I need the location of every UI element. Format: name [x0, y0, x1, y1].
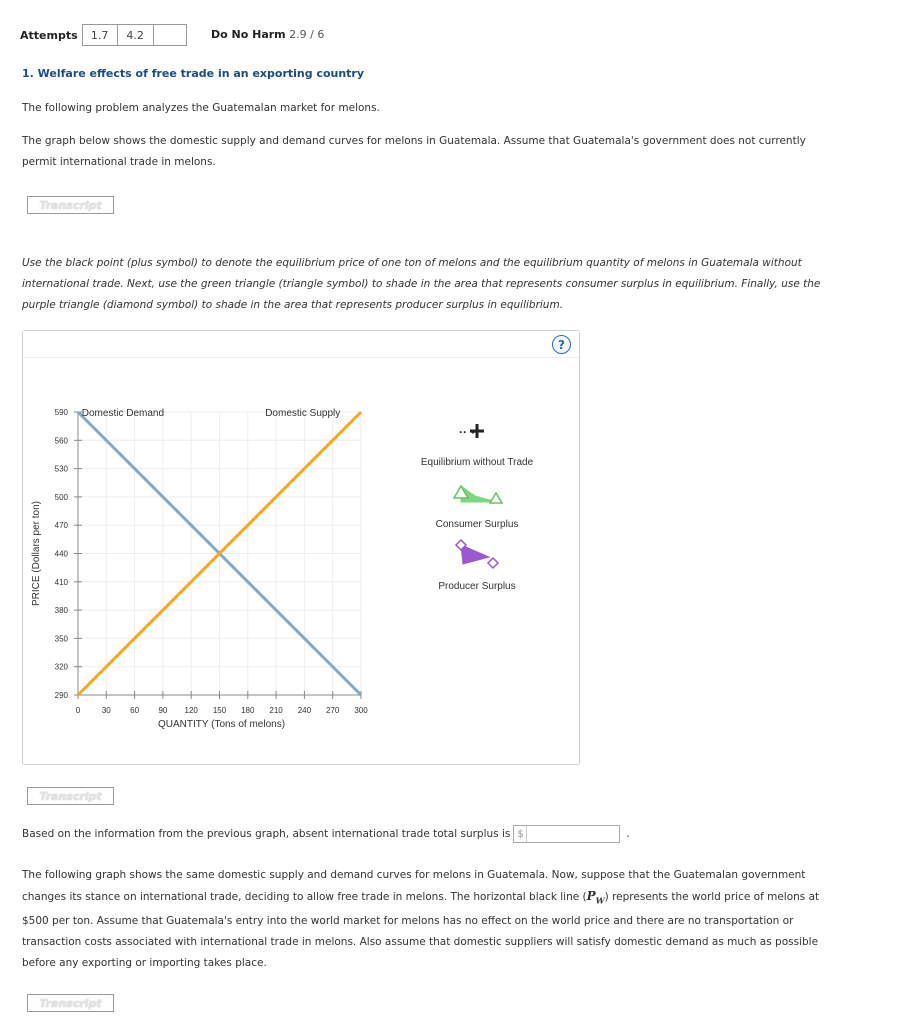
- total-surplus-prompt: Based on the information from the previous graph, absent international trade total surplus is: [22, 828, 511, 840]
- equilibrium-plus-tool[interactable]: [459, 424, 484, 439]
- attempt-score-2: 4.2: [118, 24, 154, 46]
- svg-text:··: ··: [459, 425, 467, 439]
- graph-intro-text: The graph below shows the domestic supply and demand curves for melons in Guatemala. Assume that Guatemala's government does not currently permit international trade in melons.: [22, 135, 806, 168]
- y-tick-label: 380: [54, 606, 68, 616]
- x-tick-label: 180: [241, 706, 255, 715]
- attempt-score-1: 1.7: [82, 24, 118, 46]
- y-axis-label: PRICE (Dollars per ton): [31, 500, 42, 607]
- attempt-score-3: [154, 24, 187, 46]
- do-no-harm-value: 2.9 / 6: [289, 28, 325, 41]
- y-tick-label: 320: [54, 662, 68, 672]
- attempts-bar: [20, 24, 187, 46]
- x-tick-label: 210: [269, 706, 283, 715]
- x-tick-label: 60: [130, 706, 140, 715]
- x-tick-label: 0: [75, 706, 81, 715]
- y-tick-label: 350: [54, 634, 68, 644]
- y-tick-label: 500: [54, 492, 68, 502]
- trade-paragraph: The following graph shows the same domestic supply and demand curves for melons in Guatemala. Now, suppose that the Guatemalan government changes its stance on international trade, deciding to allow free trade in melons. The horizontal black line $(P_W)$ represents the world price of melons at $500 per ton. Assume that Guatemala's entry into the world market for melons has no effect on the world price and there are no transportation or transaction costs associated with international trade in melons. Also assume that domestic suppliers will satisfy domestic demand as much as possible before any exporting or importing takes place.: [22, 869, 820, 970]
- supply-demand-chart[interactable]: [23, 331, 579, 764]
- y-tick-label: 440: [54, 549, 68, 559]
- y-tick-label: 530: [54, 464, 68, 474]
- world-price-symbol: $P_W$: [586, 889, 605, 906]
- x-tick-label: 300: [354, 706, 368, 715]
- x-tick-label: 240: [297, 706, 312, 715]
- y-tick-label: 410: [54, 577, 68, 587]
- domestic-demand-label: Domestic Demand: [81, 408, 165, 419]
- x-tick-label: 120: [184, 706, 198, 715]
- palette: [421, 424, 534, 592]
- consumer-surplus-label: Consumer Surplus: [435, 519, 519, 530]
- attempts-label: Attempts: [20, 28, 78, 42]
- domestic-supply-label: Domestic Supply: [265, 408, 341, 419]
- instructions-text: Use the black point (plus symbol) to denote the equilibrium price of one ton of melons and the equilibrium quantity of melons in Guatemala without international trade. Next, use the green triangle (triangle symbol) to shade in the area that represents consumer surplus in equilibrium. Finally, use the purple triangle (diamond symbol) to shade in the area that represents producer surplus in equilibrium.: [22, 257, 821, 311]
- question-title: 1. Welfare effects of free trade in an exporting country: [22, 67, 365, 80]
- x-tick-label: 150: [212, 706, 227, 715]
- consumer-surplus-triangle-tool[interactable]: [454, 486, 502, 503]
- y-tick-label: 290: [54, 691, 68, 700]
- dollar-prefix: $: [517, 826, 526, 842]
- total-surplus-input[interactable]: [513, 825, 620, 843]
- y-tick-label: 470: [54, 521, 68, 531]
- x-axis-label: QUANTITY (Tons of melons): [157, 719, 286, 730]
- x-tick-label: 90: [158, 706, 168, 715]
- x-tick-label: 270: [326, 706, 340, 715]
- graph-tool: [22, 330, 580, 765]
- help-icon[interactable]: ?: [552, 335, 571, 354]
- do-no-harm-score: [211, 28, 324, 41]
- equilibrium-label: Equilibrium without Trade: [420, 457, 534, 468]
- producer-surplus-label: Producer Surplus: [438, 581, 516, 592]
- producer-surplus-diamond-tool[interactable]: [456, 540, 498, 568]
- transcript-button-2[interactable]: Transcript: [27, 787, 114, 805]
- transcript-button-3[interactable]: Transcript: [27, 994, 114, 1012]
- total-surplus-period: .: [626, 828, 630, 840]
- intro-text: The following problem analyzes the Guatemalan market for melons.: [22, 102, 380, 114]
- x-tick-label: 30: [101, 706, 111, 715]
- do-no-harm-label: Do No Harm: [211, 28, 286, 41]
- y-tick-label: 560: [54, 436, 68, 446]
- total-surplus-question: [22, 825, 630, 843]
- transcript-button-1[interactable]: Transcript: [27, 196, 114, 214]
- y-tick-label: 590: [54, 408, 68, 417]
